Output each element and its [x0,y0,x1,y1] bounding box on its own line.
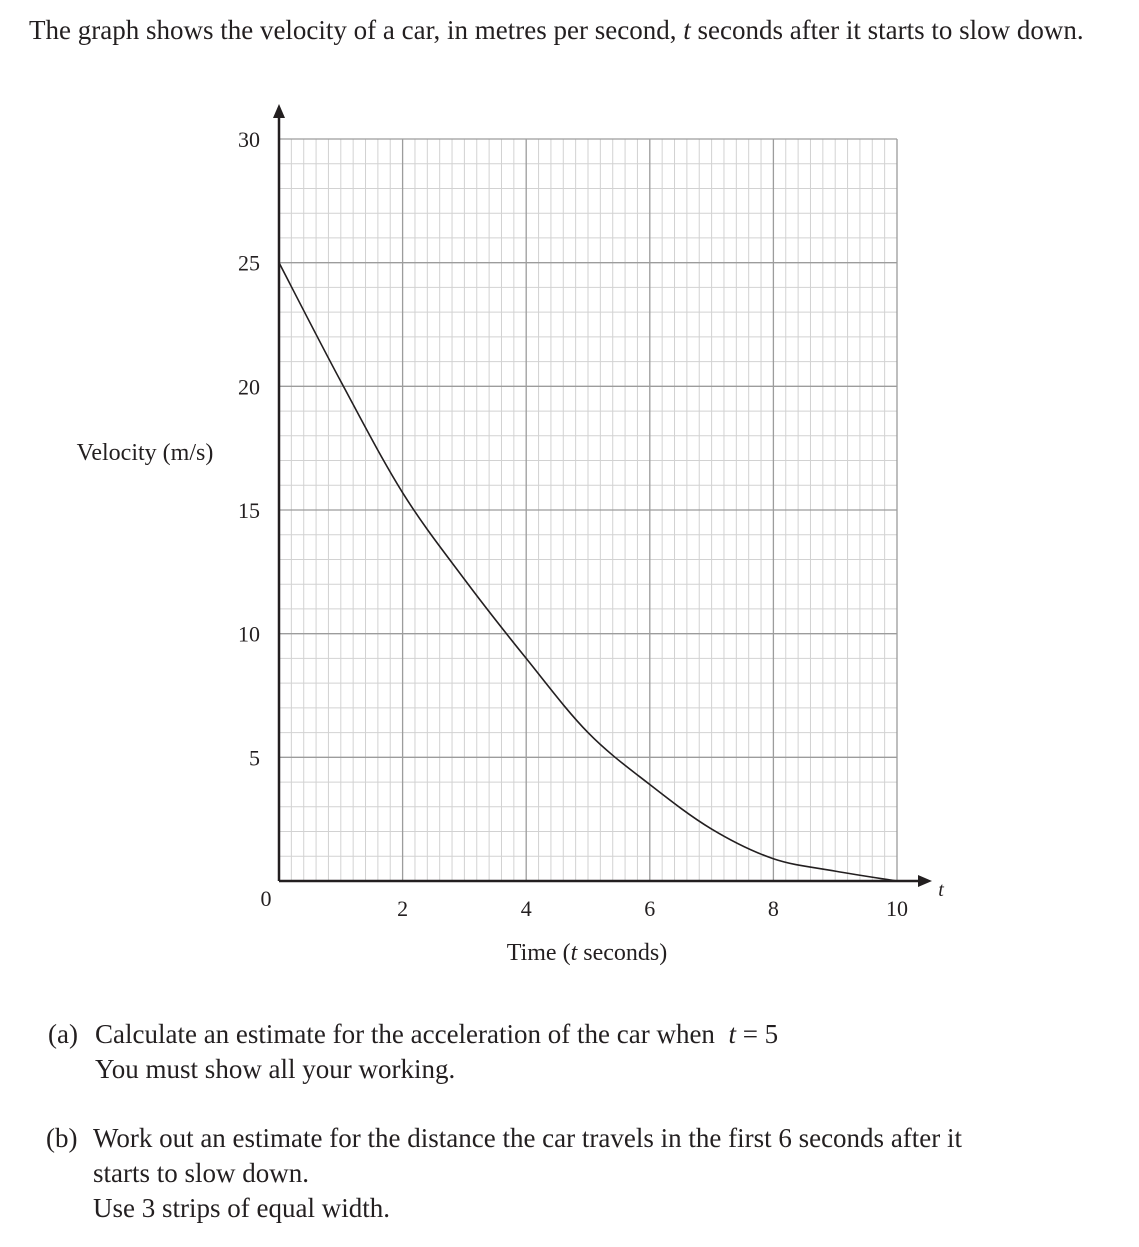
x-axis-label [507,940,667,966]
question-b-label: (b) [46,1123,78,1153]
question-a-label: (a) [48,1019,78,1049]
x-tick-label: 2 [397,896,409,921]
question-a-line-2: You must show all your working. [95,1054,456,1084]
question-b-line-3: Use 3 strips of equal width. [93,1193,390,1223]
y-axis-label: Velocity (m/s) [76,440,214,466]
question-a-variable: t [728,1019,736,1049]
y-tick-label: 20 [238,374,260,400]
question-b-body [93,1121,962,1226]
question-b-line-1: Work out an estimate for the distance the car travels in the first 6 seconds after it [93,1123,963,1153]
intro-text-end: seconds after it starts to slow down. [697,15,1084,45]
question-a-text: Calculate an estimate for the acceleration of the car when [95,1019,715,1049]
question-b [46,1121,1126,1231]
x-tick-label: 6 [644,896,656,921]
question-b-line-2: starts to slow down. [93,1158,309,1188]
x-tick-labels [397,896,908,921]
y-tick-label: 5 [249,745,260,771]
x-tick-label: 10 [886,896,908,921]
x-tick-label: 4 [520,896,532,921]
x-axis-label-suffix: seconds) [577,940,668,966]
x-axis-label-prefix: Time ( [506,940,571,966]
question-a [48,1017,1128,1089]
x-tick-label: 8 [767,896,779,921]
question-a-equation: = 5 [742,1019,779,1049]
y-tick-labels [238,127,260,770]
y-axis-arrow-icon [273,104,285,118]
question-a-line-1 [95,1017,778,1052]
x-axis-arrow-icon [918,875,932,887]
origin-label: 0 [260,886,272,911]
y-tick-label: 15 [238,498,260,523]
question-a-body [95,1017,778,1087]
x-axis-label-variable: t [570,940,578,966]
y-tick-label: 25 [238,250,260,276]
y-tick-label: 10 [238,621,260,647]
y-tick-label: 30 [238,127,260,152]
x-axis-symbol: t [938,879,944,901]
intro-variable: t [683,15,691,45]
intro-text-start: The graph shows the velocity of a car, in metres per second, [29,15,677,45]
